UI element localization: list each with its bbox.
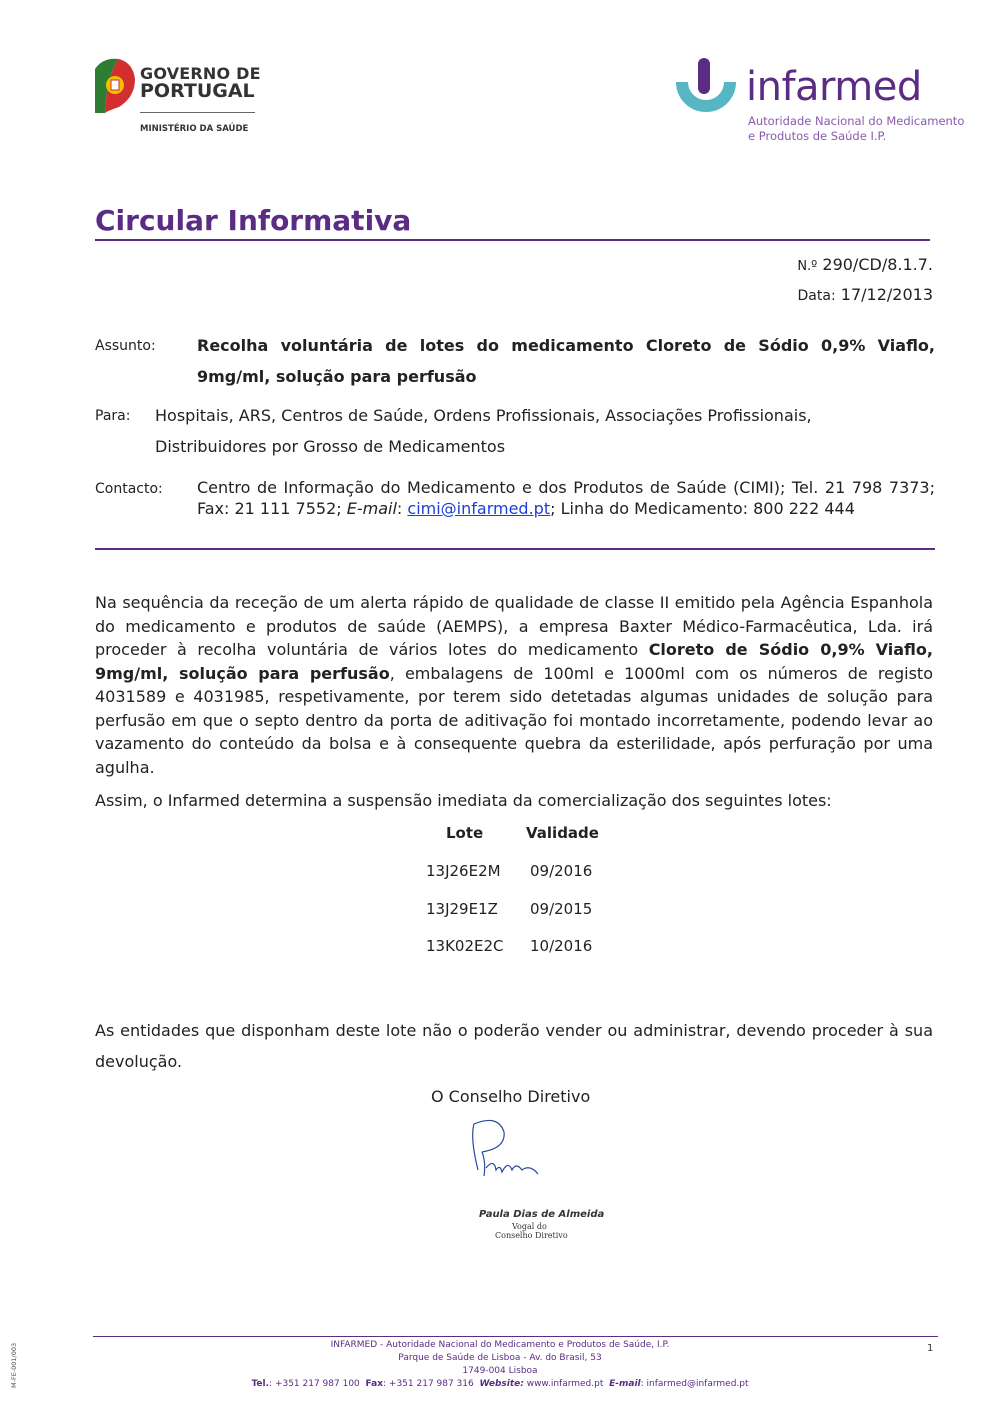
paragraph-1	[95, 591, 933, 779]
table-row	[420, 900, 610, 920]
table-cell-validade: 10/2016	[530, 937, 593, 955]
footer-email-value[interactable]: : infarmed@infarmed.pt	[640, 1379, 749, 1389]
document-title: Circular Informativa	[95, 204, 412, 237]
contacto-colon: :	[396, 498, 408, 518]
gov-logo-line2: PORTUGAL	[140, 80, 255, 102]
signoff: O Conselho Diretivo	[431, 1087, 591, 1106]
footer-line1: INFARMED - Autoridade Nacional do Medicamento e Produtos de Saúde, I.P.	[330, 1340, 670, 1350]
para-line2: Distribuidores por Grosso de Medicamentos	[155, 437, 506, 456]
table-header-validade: Validade	[526, 824, 599, 842]
signer-role-line2: Conselho Diretivo	[495, 1231, 568, 1240]
table-row	[420, 862, 610, 882]
footer-tel-label: Tel.	[251, 1379, 270, 1389]
table-cell-lote: 13K02E2C	[426, 937, 504, 955]
paragraph-3: As entidades que disponham deste lote não o poderão vender ou administrar, devendo proceder à sua devolução.	[95, 1021, 933, 1071]
contacto-part2: ; Linha do Medicamento: 800 222 444	[550, 498, 855, 518]
contacto-email-label: E-mail	[346, 498, 397, 518]
signer-name: Paula Dias de Almeida	[479, 1209, 605, 1220]
footer-web-value[interactable]: www.infarmed.pt	[523, 1379, 604, 1389]
footer-fax-label: Fax	[365, 1379, 384, 1389]
para-label: Para:	[95, 408, 131, 424]
contacto-part1: Centro de Informação do Medicamento e dos Produtos de Saúde (CIMI); Tel. 21 798 7373; Fax: 21 111 7552;	[197, 478, 935, 518]
table-row	[420, 937, 610, 957]
footer-web-label: Website:	[479, 1379, 524, 1389]
table-cell-lote: 13J26E2M	[426, 862, 501, 880]
para-line1: Hospitais, ARS, Centros de Saúde, Ordens Profissionais, Associações Profissionais,	[155, 406, 812, 425]
form-code: M-FE-001/003	[10, 1342, 18, 1388]
footer-tel-value: : +351 217 987 100	[269, 1379, 360, 1389]
contacto-text	[197, 478, 935, 519]
date-value: 17/12/2013	[840, 285, 933, 304]
title-underline	[95, 239, 930, 241]
number-value: 290/CD/8.1.7.	[822, 255, 933, 274]
signer-role-line1: Vogal do	[512, 1222, 547, 1231]
gov-ministry: MINISTÉRIO DA SAÚDE	[140, 124, 249, 134]
assunto-line1: Recolha voluntária de lotes do medicamento Cloreto de Sódio 0,9% Viaflo,	[197, 336, 935, 355]
infarmed-wordmark: infarmed	[746, 64, 922, 110]
circular-number	[797, 255, 933, 274]
footer-contacts	[200, 1378, 800, 1391]
page-number: 1	[927, 1343, 934, 1354]
circular-date	[798, 285, 933, 304]
gov-logo	[93, 57, 138, 113]
infarmed-logo-icon	[676, 58, 736, 122]
paragraph-2: Assim, o Infarmed determina a suspensão imediata da comercialização dos seguintes lotes:	[95, 791, 832, 810]
gov-logo-divider	[140, 112, 255, 113]
infarmed-subtitle-line1: Autoridade Nacional do Medicamento	[748, 114, 965, 128]
number-label: N.º	[797, 259, 818, 274]
gov-emblem-icon	[93, 57, 138, 113]
footer-line3: 1749-004 Lisboa	[462, 1366, 538, 1376]
paragraph-1-end: , embalagens de 100ml e 1000ml com os números de registo 4031589 e 4031985, respetivamente, por terem sido detetadas algumas unidades de solução para perfusão em que o septo dentro da porta de aditivação foi montado incorretamente, podendo levar ao vazamento do conteúdo da bolsa e à consequente quebra da esterilidade, após perfuração por uma agulha.	[95, 663, 933, 777]
assunto-label: Assunto:	[95, 338, 156, 354]
footer-email-label: E-mail	[609, 1379, 641, 1389]
infarmed-subtitle-line2: e Produtos de Saúde I.P.	[748, 129, 887, 143]
footer-line2: Parque de Saúde de Lisboa - Av. do Brasil, 53	[398, 1353, 602, 1363]
paragraph-1-product: Cloreto de Sódio 0,9% Viaflo, 9mg/ml, solução para perfusão	[95, 640, 933, 683]
date-label: Data:	[797, 288, 836, 304]
assunto-line2: 9mg/ml, solução para perfusão	[197, 367, 477, 386]
signature-image	[464, 1118, 544, 1180]
gov-logo-line1: GOVERNO DE	[140, 64, 261, 83]
table-header-lote: Lote	[446, 824, 484, 842]
header-bottom-rule	[95, 548, 935, 550]
footer	[200, 1339, 800, 1391]
contacto-email-link[interactable]: cimi@infarmed.pt	[407, 498, 551, 518]
footer-fax-value: : +351 217 987 316	[383, 1379, 474, 1389]
footer-rule	[93, 1336, 938, 1337]
table-cell-validade: 09/2016	[530, 862, 593, 880]
contacto-label: Contacto:	[95, 481, 163, 497]
paragraph-1-start: Na sequência da receção de um alerta rápido de qualidade de classe II emitido pela Agência Espanhola do medicamento e produtos de saúde (AEMPS), a empresa Baxter Médico-Farmacêutica, Lda. irá proceder à recolha voluntária de vários lotes do medicamento	[95, 593, 933, 659]
table-cell-validade: 09/2015	[530, 900, 593, 918]
table-cell-lote: 13J29E1Z	[426, 900, 498, 918]
